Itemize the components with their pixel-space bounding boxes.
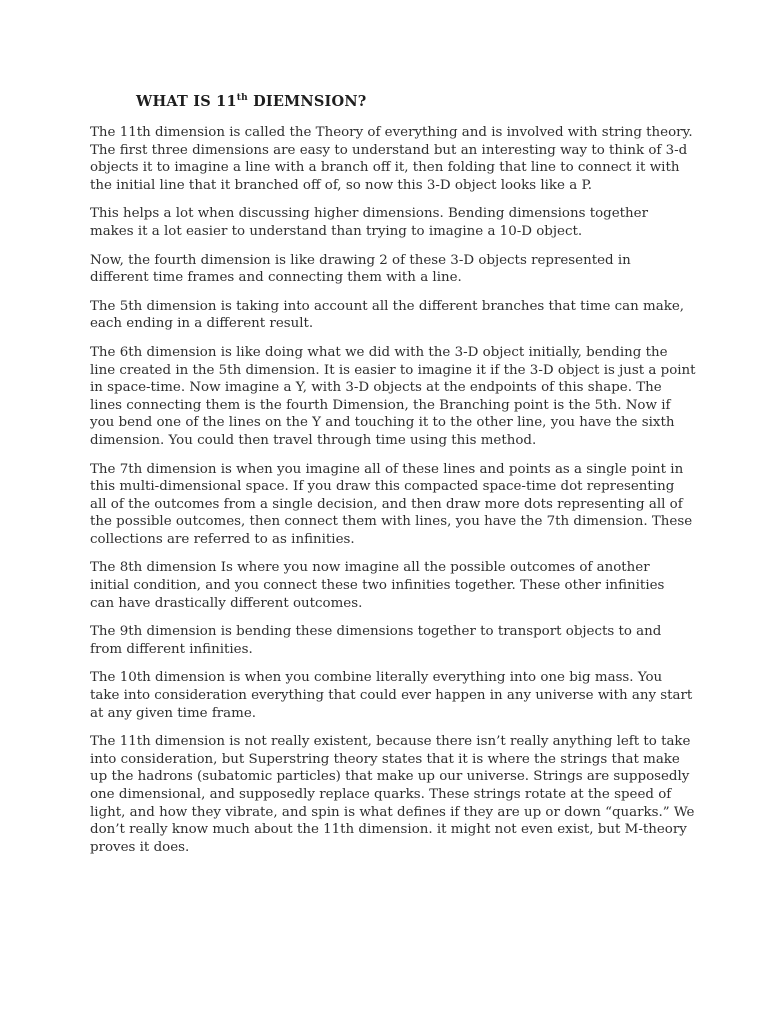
paragraph-line: The 8th dimension Is where you now imagine all the possible outcomes of another <box>90 560 650 576</box>
paragraph-line: up the hadrons (subatomic particles) that make up our universe. Strings are supposedly <box>90 769 690 785</box>
paragraph-line: different time frames and connecting them with a line. <box>90 270 462 286</box>
paragraph <box>90 623 688 658</box>
paragraph-line: proves it does. <box>90 839 190 855</box>
paragraph-line: you bend one of the lines on the Y and touching it to the other line, you have the sixth <box>90 415 675 431</box>
paragraph-line: The 7th dimension is when you imagine all of these lines and points as a single point in <box>90 461 684 477</box>
paragraph-line: collections are referred to as infinities. <box>90 531 355 547</box>
paragraph-line: in space-time. Now imagine a Y, with 3-D objects at the endpoints of this shape. The <box>90 380 662 396</box>
paragraph-line: Now, the fourth dimension is like drawing 2 of these 3-D objects represented in <box>90 252 631 268</box>
paragraph-line: The 11th dimension is called the Theory of everything and is involved with string theory. <box>90 125 693 140</box>
paragraph-line: light, and how they vibrate, and spin is what defines if they are up or down “quarks.” We <box>90 804 695 820</box>
title-prefix: WHAT IS 11 <box>136 93 237 110</box>
paragraph <box>90 461 693 549</box>
paragraph-line: dimension. You could then travel through time using this method. <box>90 432 537 448</box>
paragraph-line: The first three dimensions are easy to understand but an interesting way to think of 3-d <box>90 142 688 158</box>
paragraph-line: from different infinities. <box>90 641 253 657</box>
paragraph-line: into consideration, but Superstring theory states that it is where the strings that make <box>90 751 680 767</box>
paragraph-line: line created in the 5th dimension. It is easier to imagine it if the 3-D object is just a point <box>90 362 696 378</box>
paragraph <box>90 344 696 450</box>
title-superscript: th <box>236 93 248 104</box>
paragraph <box>90 124 693 194</box>
paragraph-line: each ending in a different result. <box>90 316 314 332</box>
paragraph-line: The 6th dimension is like doing what we did with the 3-D object initially, bending the <box>90 344 668 360</box>
document-body <box>90 124 696 856</box>
paragraph-line: at any given time frame. <box>90 705 257 721</box>
paragraph-line: the possible outcomes, then connect them with lines, you have the 7th dimension. These <box>90 514 693 530</box>
paragraph-line: one dimensional, and supposedly replace quarks. These strings rotate at the speed of <box>90 787 672 802</box>
paragraph-line: The 11th dimension is not really existent, because there isn’t really anything left to take <box>90 734 691 750</box>
paragraph <box>90 205 688 240</box>
paragraph-line: all of the outcomes from a single decision, and then draw more dots representing all of <box>90 496 683 512</box>
paragraph-line: can have drastically different outcomes. <box>90 595 363 611</box>
paragraph <box>90 298 688 333</box>
paragraph-line: don’t really know much about the 11th dimension. it might not even exist, but M-theory <box>90 822 687 838</box>
paragraph-line: take into consideration everything that could ever happen in any universe with any start <box>90 688 693 704</box>
paragraph <box>90 252 688 287</box>
paragraph-line: makes it a lot easier to understand than trying to imagine a 10-D object. <box>90 223 583 239</box>
paragraph-line: The 9th dimension is bending these dimensions together to transport objects to and <box>90 624 662 640</box>
paragraph-line: objects it to imagine a line with a branch off it, then folding that line to connect it with <box>90 160 680 176</box>
document-title <box>136 92 688 112</box>
paragraph-line: this multi-dimensional space. If you draw this compacted space-time dot representing <box>90 479 675 495</box>
paragraph <box>90 669 693 722</box>
paragraph <box>90 733 695 856</box>
paragraph <box>90 559 688 612</box>
paragraph-line: the initial line that it branched off of, so now this 3-D object looks like a P. <box>90 177 593 193</box>
paragraph-line: This helps a lot when discussing higher dimensions. Bending dimensions together <box>90 206 648 222</box>
paragraph-line: The 10th dimension is when you combine literally everything into one big mass. You <box>90 670 663 686</box>
paragraph-line: lines connecting them is the fourth Dimension, the Branching point is the 5th. Now if <box>90 397 671 413</box>
title-suffix: DIEMNSION? <box>247 93 367 110</box>
paragraph-line: initial condition, and you connect these two infinities together. These other infinities <box>90 578 665 594</box>
paragraph-line: The 5th dimension is taking into account all the different branches that time can make, <box>90 298 685 314</box>
